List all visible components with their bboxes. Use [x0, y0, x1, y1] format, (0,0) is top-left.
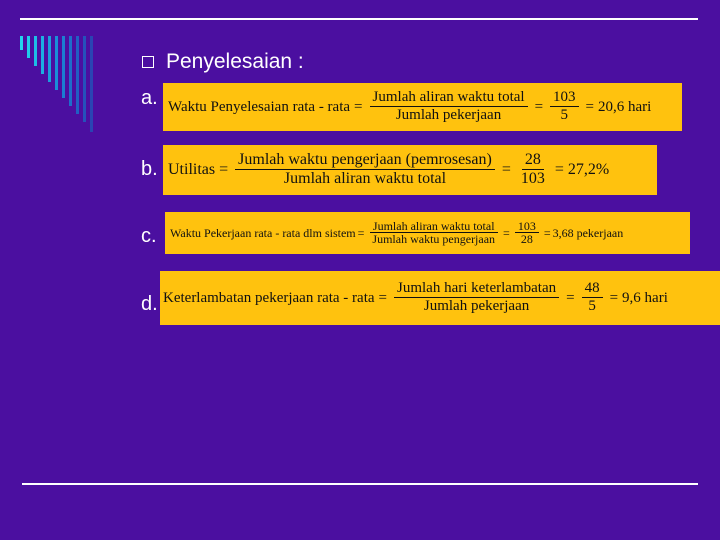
equals-sign: = — [534, 98, 544, 115]
formula-d-frac1-den: Jumlah pekerjaan — [423, 298, 530, 315]
equals-sign: = — [609, 289, 619, 306]
equals-sign: = — [378, 289, 387, 306]
equals-sign: = — [219, 161, 229, 178]
label-c: c. — [141, 225, 157, 247]
deco-bar — [76, 36, 79, 114]
formula-b-frac2-den: 103 — [520, 170, 545, 188]
formula-c-frac2-den: 28 — [520, 232, 533, 247]
formula-a-lhs: Waktu Penyelesaian rata - rata — [168, 98, 351, 115]
formula-d-result: 9,6 hari — [622, 289, 668, 306]
formula-a-fraction-1 — [370, 90, 528, 123]
deco-bar — [83, 36, 86, 122]
formula-d-frac2-num: 48 — [582, 281, 603, 298]
formula-b-frac2-num: 28 — [522, 152, 544, 170]
formula-b-frac1-den: Jumlah aliran waktu total — [283, 170, 447, 188]
deco-bar — [62, 36, 65, 98]
formula-c — [165, 212, 690, 254]
equals-sign: = — [354, 98, 363, 115]
formula-c-frac2-num: 103 — [515, 220, 539, 234]
formula-b-fraction-2 — [518, 152, 548, 187]
formula-d-fraction-1 — [394, 281, 559, 314]
label-d: d. — [141, 293, 158, 315]
formula-c-frac1-den: Jumlah waktu pengerjaan — [372, 232, 496, 247]
formula-c-frac1-num: Jumlah aliran waktu total — [370, 220, 498, 234]
formula-d-fraction-2 — [582, 281, 603, 314]
deco-bar — [69, 36, 72, 106]
deco-bar — [90, 36, 93, 132]
formula-a-fraction-2 — [550, 90, 579, 123]
formula-a-frac1-den: Jumlah pekerjaan — [395, 107, 502, 124]
formula-b — [163, 145, 657, 195]
formula-a-result: 20,6 hari — [598, 98, 652, 115]
bottom-rule — [22, 483, 698, 485]
formula-c-fraction-1 — [369, 220, 498, 247]
formula-d-lhs: Keterlambatan pekerjaan rata - rata — [163, 289, 375, 306]
formula-a-frac1-num: Jumlah aliran waktu total — [370, 90, 528, 107]
formula-d-frac1-num: Jumlah hari keterlambatan — [394, 281, 559, 298]
deco-bar — [41, 36, 44, 74]
formula-b-result: 27,2% — [567, 161, 610, 178]
formula-a-frac2-num: 103 — [550, 90, 579, 107]
label-b: b. — [141, 158, 158, 180]
equals-sign: = — [554, 161, 564, 178]
formula-b-frac1-num: Jumlah waktu pengerjaan (pemrosesan) — [235, 152, 495, 170]
deco-bar — [20, 36, 23, 50]
heading-bullet-icon — [142, 56, 154, 68]
formula-c-lhs: Waktu Pekerjaan rata - rata dlm sistem — [170, 225, 356, 240]
heading-text: Penyelesaian : — [166, 50, 304, 73]
equals-sign: = — [566, 289, 575, 306]
equals-sign: = — [503, 225, 510, 240]
equals-sign: = — [501, 161, 511, 178]
formula-d — [160, 271, 720, 325]
deco-bar — [34, 36, 37, 66]
equals-sign: = — [543, 225, 551, 240]
label-a: a. — [141, 87, 158, 109]
formula-b-lhs: Utilitas — [168, 161, 216, 178]
top-rule — [20, 18, 698, 20]
formula-c-result: 3,68 pekerjaan — [552, 225, 624, 240]
formula-c-fraction-2 — [515, 220, 539, 247]
formula-a — [163, 83, 682, 131]
deco-bar — [55, 36, 58, 90]
formula-d-frac2-den: 5 — [588, 298, 596, 315]
formula-b-fraction-1 — [235, 152, 495, 187]
formula-a-frac2-den: 5 — [560, 107, 569, 124]
deco-bar — [27, 36, 30, 58]
equals-sign: = — [357, 225, 365, 240]
equals-sign: = — [585, 98, 594, 115]
deco-bar — [48, 36, 51, 82]
